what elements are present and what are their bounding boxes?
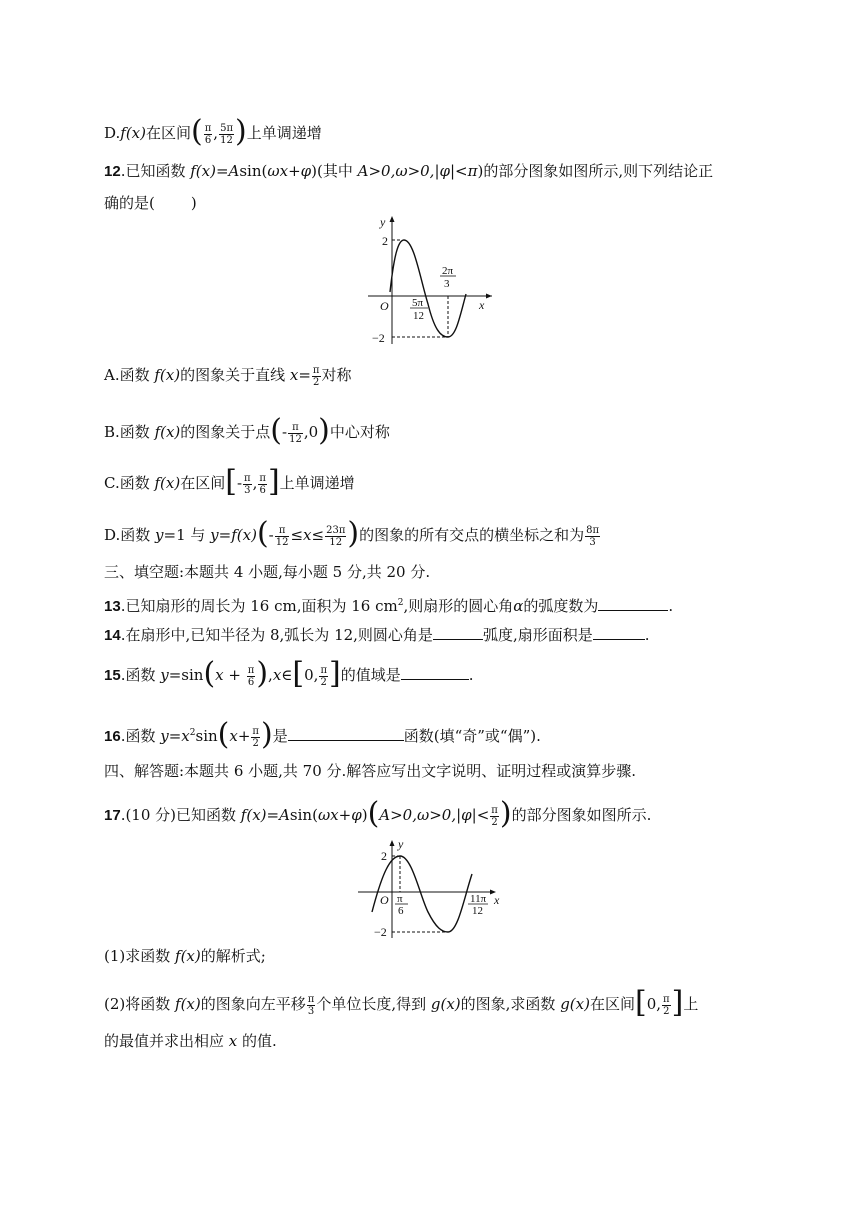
numerator: π [307, 993, 315, 1005]
math: = [168, 727, 182, 745]
bracket: ] [267, 464, 280, 499]
math: + [237, 727, 251, 745]
xtick1-num: 5π [412, 297, 424, 309]
denominator: 6 [247, 676, 255, 688]
math: ∈ [281, 666, 293, 684]
denominator: 3 [244, 484, 251, 496]
math: α [513, 597, 524, 615]
math: y=f(x) [210, 526, 257, 544]
text: 的图象的所有交点的横坐标之和为 [359, 526, 585, 544]
numerator: π [320, 664, 328, 676]
math: , [268, 666, 273, 684]
fraction [247, 665, 256, 688]
numerator: π [288, 422, 303, 434]
text: .函数 [120, 666, 161, 684]
text: 的图象,求函数 [460, 995, 561, 1013]
q12-option-b [104, 413, 390, 448]
text: 个单位长度,得到 [316, 995, 431, 1013]
fraction [319, 665, 328, 688]
math: x [229, 727, 238, 745]
answer-blank[interactable] [593, 625, 645, 640]
text: 在区间 [180, 474, 226, 492]
math: x [303, 526, 312, 544]
fraction [585, 525, 600, 548]
text: .函数 [120, 727, 161, 745]
text: 在区间 [589, 995, 635, 1013]
math: A>0,ω>0,|φ|< [379, 806, 490, 824]
denominator: 3 [589, 536, 596, 548]
numerator: 8π [586, 524, 600, 536]
paren: ) [235, 114, 247, 149]
fraction [490, 805, 499, 828]
math: ωx+φ [317, 806, 362, 824]
math: - [268, 526, 274, 544]
denominator: 3 [307, 1005, 315, 1017]
func-name: f(x) [154, 366, 181, 384]
option-label: C.函数 [104, 474, 155, 492]
paren: ( [203, 656, 216, 691]
question-number: 12 [104, 163, 121, 180]
numerator: 5π [220, 122, 234, 134]
math: =sin [168, 666, 204, 684]
x-label: x [479, 298, 485, 312]
numerator: π [244, 472, 251, 484]
xtick2-num: 2π [442, 265, 454, 277]
bracket: [ [225, 464, 237, 499]
text: 上单调递增 [246, 124, 322, 142]
math: A>0,ω>0,|φ|<π [357, 162, 478, 180]
xtick1-num: π [397, 893, 403, 905]
paren: ) [318, 413, 330, 448]
func-name: f(x) [175, 947, 201, 965]
x-axis-arrow [486, 294, 492, 299]
denominator: 12 [329, 536, 343, 548]
y-label: y [398, 837, 404, 851]
denominator: 2 [491, 816, 498, 828]
math: x [181, 727, 190, 745]
math: 0, [646, 995, 662, 1013]
q13 [104, 592, 673, 618]
math: sin [195, 727, 218, 745]
q12-stem-line1 [104, 160, 713, 183]
text: (1)求函数 [104, 947, 176, 965]
text: 弧度,扇形面积是 [482, 626, 593, 644]
superscript: 2 [397, 598, 404, 608]
math: = [298, 366, 311, 384]
math: y [155, 526, 164, 544]
fraction [662, 994, 671, 1017]
math: ωx+φ [267, 162, 312, 180]
text: 对称 [321, 366, 352, 384]
fraction [312, 365, 321, 388]
text: 函数(填“奇”或“偶”). [403, 727, 541, 745]
q12-option-d [104, 516, 601, 551]
numerator: π [275, 525, 290, 537]
math: sin( [289, 806, 318, 824]
text: 的图象关于点 [180, 423, 271, 441]
numerator: 23π [326, 524, 346, 536]
origin-label: O [380, 893, 389, 907]
text: 的值. [237, 1032, 277, 1050]
fraction [275, 525, 290, 548]
xtick2-den: 3 [444, 278, 450, 290]
math: 0, [304, 666, 319, 684]
func-name: f(x) [154, 474, 181, 492]
math: ≤ [290, 526, 304, 544]
question-number: 16 [104, 728, 121, 745]
math: ) [361, 806, 368, 824]
question-number: 13 [104, 598, 121, 615]
numerator: π [247, 664, 255, 676]
fraction [325, 525, 346, 548]
text: 的部分图象如图所示. [511, 806, 652, 824]
text: 的解析式; [200, 947, 266, 965]
origin-label: O [380, 299, 389, 313]
fraction [243, 473, 252, 496]
math: x [289, 366, 299, 384]
option-label: D. [104, 124, 121, 142]
denominator: 2 [252, 737, 259, 749]
section-3-heading: 三、填空题:本题共 4 小题,每小题 5 分,共 20 分. [104, 563, 431, 581]
paren: ( [270, 413, 283, 448]
math: x [228, 1032, 238, 1050]
question-number: 15 [104, 667, 121, 684]
text: ,则扇形的圆心角 [403, 597, 514, 615]
q12-option-c: C.函数 f(x)在区间[- $\frac{\pi}{3}$ , $\frac{\pi}{6}$ ]上单调递增 [104, 464, 355, 499]
math: ≤ [311, 526, 325, 544]
fraction [258, 473, 267, 496]
paren: ( [191, 114, 203, 149]
text: .(10 分)已知函数 [120, 806, 241, 824]
text: 是 [272, 727, 288, 745]
q12-option-a [104, 364, 352, 388]
text: ) [190, 194, 197, 212]
xtick1-den: 12 [413, 310, 424, 322]
denominator: 12 [220, 134, 233, 146]
func-name: f(x) [154, 423, 181, 441]
fraction [251, 726, 260, 749]
denominator: 2 [663, 1005, 670, 1017]
answer-blank[interactable] [288, 726, 404, 741]
sine-curve [390, 240, 466, 337]
fraction [204, 123, 213, 146]
text: .在扇形中,已知半径为 8,弧长为 12,则圆心角是 [120, 626, 433, 644]
paren: ( [367, 796, 380, 831]
x-label: x [494, 893, 500, 907]
y-axis-arrow [390, 840, 395, 846]
y-axis-arrow [390, 216, 395, 222]
q11-option-d: D.f(x)在区间( $\frac{\pi}{6}$ , $\frac{5\pi}{12}$ )上单调递增 [104, 114, 322, 149]
text: )的部分图象如图所示,则下列结论正 [477, 162, 714, 180]
text: 的值域是 [340, 666, 401, 684]
text: 中心对称 [329, 423, 390, 441]
q17-graph [354, 836, 504, 940]
text: 的最值并求出相应 [104, 1032, 229, 1050]
math: + [223, 666, 246, 684]
ytick-bottom: −2 [374, 925, 387, 939]
question-number: 17 [104, 807, 121, 824]
text: =1 与 [163, 526, 211, 544]
numerator: π [259, 472, 266, 484]
answer-blank[interactable] [401, 665, 469, 680]
math: - [282, 423, 288, 441]
q12-graph [362, 208, 502, 348]
numerator: π [663, 993, 670, 1005]
fraction [219, 123, 234, 146]
q17-part2-line2 [104, 1030, 277, 1052]
section-4-heading: 四、解答题:本题共 6 小题,共 70 分.解答应写出文字说明、证明过程或演算步骤. [104, 762, 637, 780]
question-number: 14 [104, 627, 121, 644]
xtick1-den: 6 [398, 905, 404, 917]
func-name: f(x)=A [190, 162, 240, 180]
text: 上单调递增 [279, 474, 355, 492]
func-name: f(x) [120, 124, 146, 142]
q17-part1 [104, 945, 266, 967]
math: x [272, 666, 282, 684]
denominator: 2 [313, 376, 320, 388]
denominator: 6 [259, 484, 266, 496]
math: ,0 [303, 423, 319, 441]
text: 的图象关于直线 [180, 366, 290, 384]
xtick2-den: 12 [472, 905, 483, 917]
denominator: 6 [204, 134, 212, 146]
text: . [468, 666, 474, 684]
func-name: g(x) [560, 995, 590, 1013]
bracket: [ [292, 656, 305, 691]
answer-blank[interactable] [433, 625, 483, 640]
paren: ) [256, 656, 269, 691]
paren: ( [256, 516, 269, 551]
bracket: ] [671, 985, 684, 1020]
text: 的图象向左平移 [200, 995, 306, 1013]
paren: ) [261, 717, 273, 752]
func-name: f(x)=A [240, 806, 290, 824]
paren: ) [499, 796, 512, 831]
denominator: 12 [275, 536, 289, 548]
q17-part2-line1 [104, 985, 699, 1020]
q15 [104, 656, 474, 691]
numerator: π [491, 804, 498, 816]
ytick-bottom: −2 [372, 331, 385, 345]
q17-stem [104, 796, 652, 831]
bracket: [ [634, 985, 647, 1020]
text: (2)将函数 [104, 995, 176, 1013]
func-name: f(x) [175, 995, 201, 1013]
paren: ) [347, 516, 360, 551]
text: sin( [239, 162, 268, 180]
text: . [668, 597, 674, 615]
paren: ( [217, 717, 230, 752]
text: .已知函数 [120, 162, 191, 180]
option-label: A.函数 [104, 366, 155, 384]
text: . [644, 626, 650, 644]
numerator: π [312, 364, 320, 376]
denominator: 2 [320, 676, 327, 688]
answer-blank[interactable] [598, 596, 668, 611]
fraction [307, 994, 316, 1017]
superscript: 2 [189, 728, 196, 738]
math: - [236, 474, 243, 492]
q14 [104, 624, 650, 647]
bracket: ] [329, 656, 341, 691]
fraction [288, 422, 303, 445]
math: y [160, 666, 169, 684]
option-label: B.函数 [104, 423, 155, 441]
math: x [215, 666, 224, 684]
ytick-top: 2 [382, 234, 388, 248]
ytick-top: 2 [381, 849, 387, 863]
denominator: 12 [289, 433, 302, 445]
y-label: y [380, 215, 386, 229]
text: 的弧度数为 [523, 597, 599, 615]
numerator: π [204, 122, 212, 134]
xtick2-num: 11π [470, 893, 487, 905]
text: .已知扇形的周长为 16 cm,面积为 16 cm [120, 597, 398, 615]
q12-stem-line2 [104, 192, 197, 214]
text: )(其中 [311, 162, 358, 180]
numerator: π [252, 725, 259, 737]
text: 在区间 [145, 124, 191, 142]
q16 [104, 717, 541, 752]
text: 确的是( [104, 194, 155, 212]
text: 上 [683, 995, 699, 1013]
option-label: D.函数 [104, 526, 156, 544]
func-name: g(x) [430, 995, 461, 1013]
math: y [160, 727, 169, 745]
